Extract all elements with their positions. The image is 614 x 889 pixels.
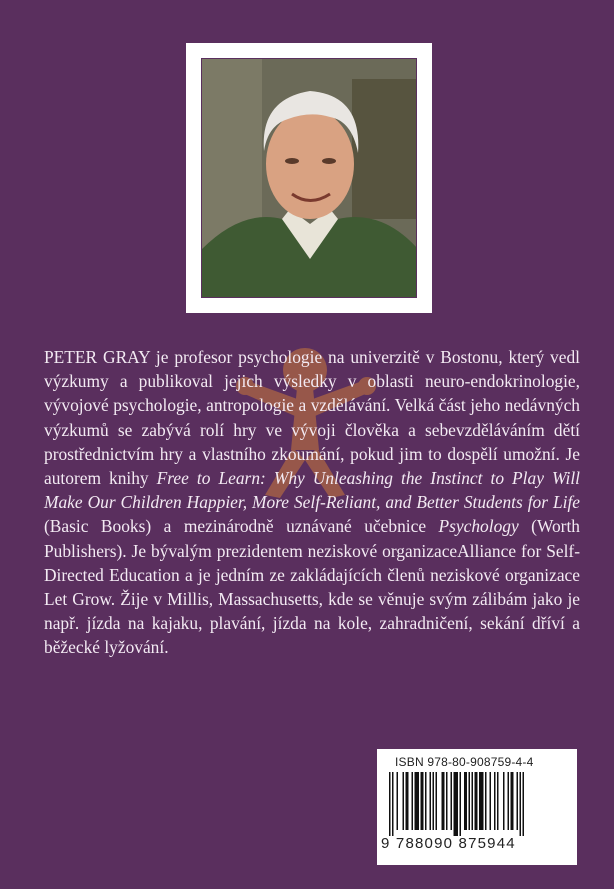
barcode-bar [508, 772, 510, 830]
barcode-bar [425, 772, 427, 830]
barcode-bar [442, 772, 445, 830]
barcode-bar [397, 772, 399, 830]
barcode-bar [392, 772, 394, 836]
author-photo [201, 58, 417, 298]
isbn-barcode-box [377, 749, 577, 865]
barcode-bar [520, 772, 522, 836]
barcode-bar [523, 772, 525, 836]
barcode-bar [479, 772, 484, 830]
barcode-bar [454, 772, 459, 836]
barcode-bar [436, 772, 438, 830]
barcode-bar [469, 772, 471, 830]
bio-text-2: (Basic Books) a mezinárodně uznávané učebnice [44, 516, 439, 537]
bio-text-3: (Worth Publishers). Je bývalým prezidentem neziskové organizaceAlliance for Self-Directed Education a je jedním ze zakládajících členů neziskové organizace Let Grow. Žije v Millis, Massachusetts, kde se věnuje svým zálibám jako je např. jízda na kajaku, plavání, jízda na kole, zahradničení, sekání dříví a běžecké lyžování. [44, 516, 580, 658]
ean-digits: 9 788090 875944 [381, 835, 516, 852]
barcode-bar [517, 772, 519, 830]
barcode-bar [503, 772, 505, 830]
barcode-bar [412, 772, 414, 830]
barcode-bar [446, 772, 448, 830]
barcode-bar [389, 772, 391, 836]
book-title-free-to-learn: Free to Learn: Why Unleashing the Instinct to Play Will Make Our Children Happier, More Self-Reliant, and Better Students for Life [44, 468, 580, 513]
isbn-label: ISBN 978-80-908759-4-4 [395, 755, 534, 769]
barcode-bar [406, 772, 409, 830]
barcode-icon [385, 772, 569, 836]
barcode-bar [415, 772, 420, 830]
barcode-bar [403, 772, 405, 830]
author-bio [44, 345, 580, 660]
barcode-bar [433, 772, 435, 830]
barcode-bar [475, 772, 478, 830]
barcode-bar [430, 772, 432, 830]
barcode-bar [494, 772, 496, 830]
barcode-bar [460, 772, 462, 836]
barcode-bar [464, 772, 467, 830]
barcode-bar [497, 772, 499, 830]
barcode-bar [451, 772, 453, 830]
barcode-bar [485, 772, 487, 830]
author-photo-frame [186, 43, 432, 313]
bio-text-1: PETER GRAY je profesor psychologie na univerzitě v Bostonu, který vedl výzkumy a publikoval jejich výsledky v oblasti neuro-endokrinologie, vývojové psychologie, antropologie a vzdělávání. Velká část jeho nedávných výzkumů se zabývá rolí hry ve vývoji člověka a sebevzděláváním dětí prostřednictvím hry a vlastního zkoumání, pokud jim to dospělí umožní. Je autorem knihy [44, 347, 580, 489]
barcode-bar [472, 772, 474, 830]
barcode-bar [421, 772, 424, 830]
barcode-bar [511, 772, 514, 830]
barcode-bar [490, 772, 492, 830]
book-title-psychology: Psychology [438, 516, 519, 537]
